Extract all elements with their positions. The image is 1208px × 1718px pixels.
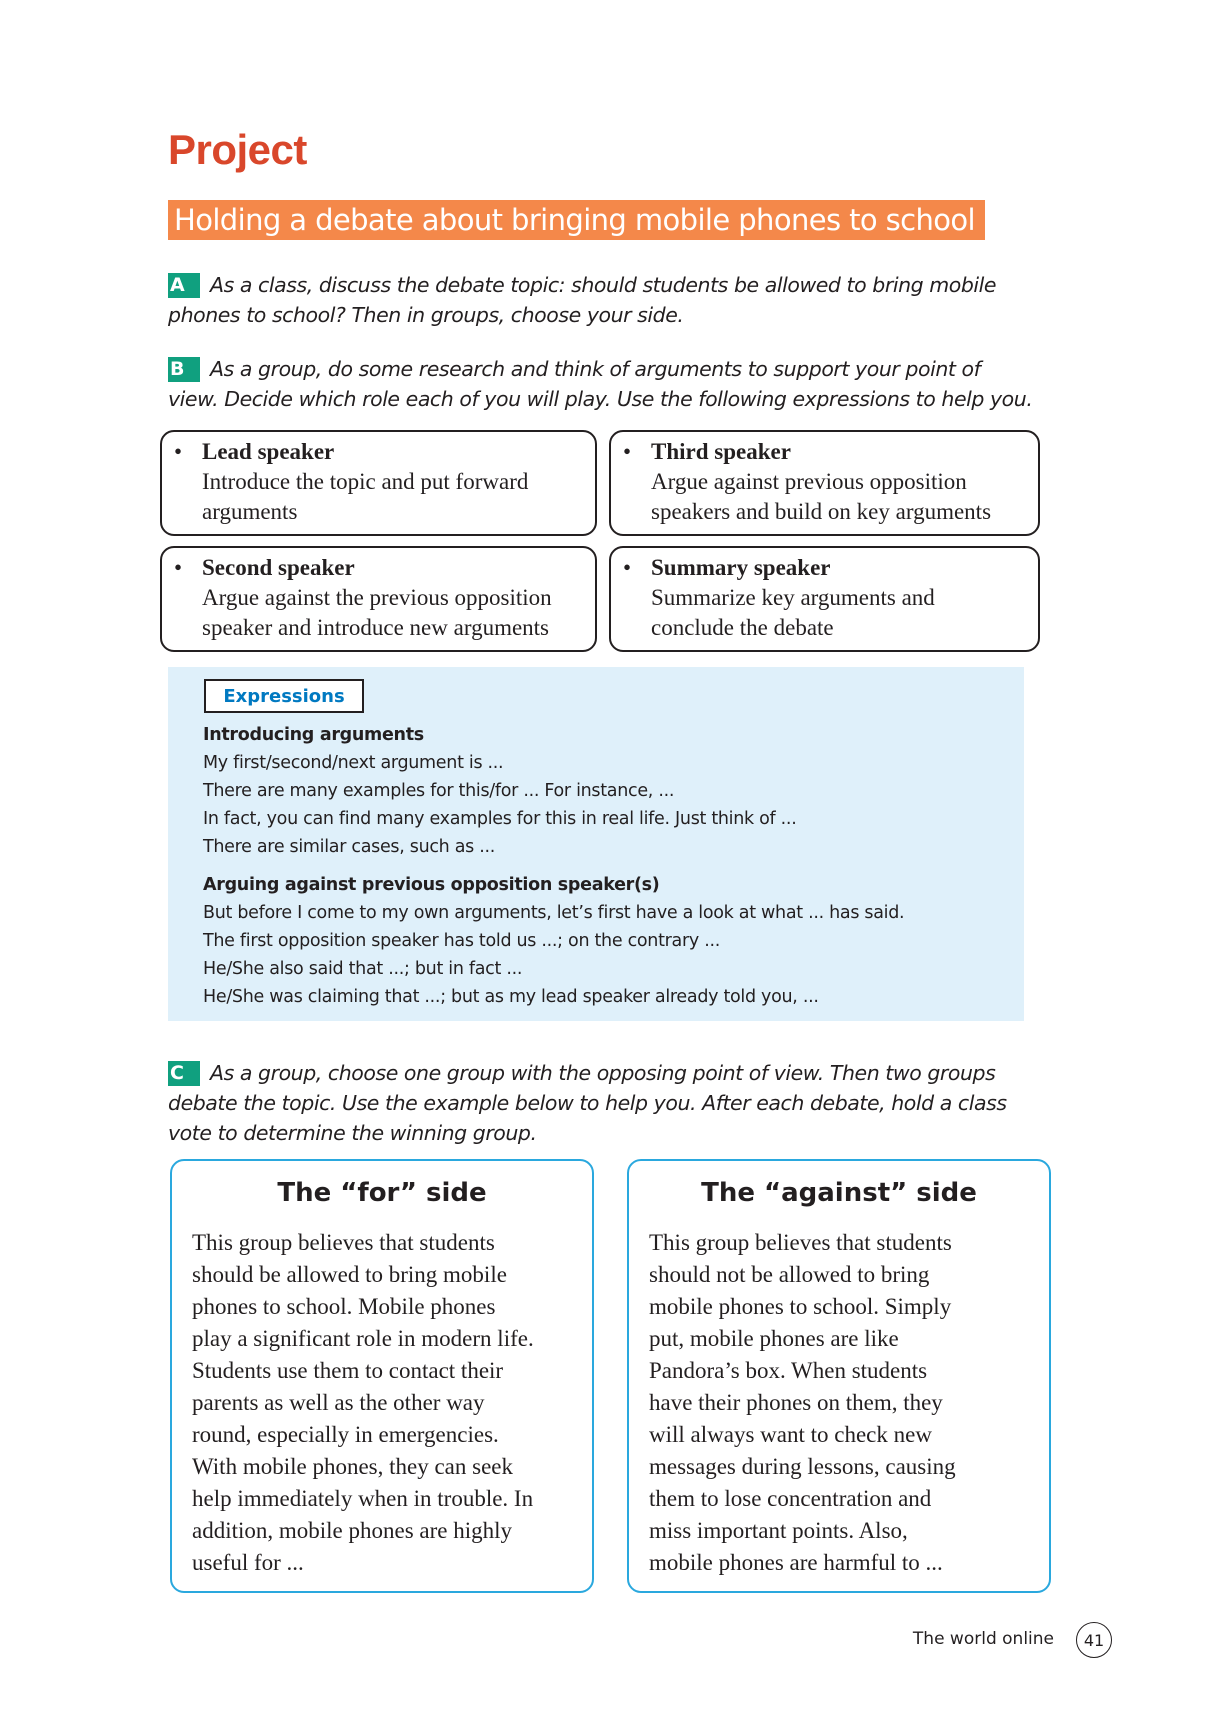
expression-line: There are similar cases, such as ... xyxy=(203,837,496,857)
expression-group-heading: Arguing against previous opposition speaker(s) xyxy=(203,875,660,895)
bullet-icon: • xyxy=(623,439,632,464)
page-footer xyxy=(800,1622,1112,1658)
side-text-line: mobile phones to school. Simply xyxy=(649,1294,952,1319)
role-title: Lead speaker xyxy=(202,439,335,464)
task-a xyxy=(168,270,1036,330)
expressions-panel xyxy=(168,667,1024,1021)
side-text-line: put, mobile phones are like xyxy=(649,1326,899,1351)
side-text-line: have their phones on them, they xyxy=(649,1390,943,1415)
side-text-line: round, especially in emergencies. xyxy=(192,1422,499,1447)
task-letter-badge: C xyxy=(168,1061,200,1086)
side-text-line: phones to school. Mobile phones xyxy=(192,1294,496,1319)
role-card-summary-speaker xyxy=(609,546,1040,652)
role-description-line: Introduce the topic and put forward xyxy=(202,469,529,494)
task-letter-badge: B xyxy=(168,357,200,382)
section-name: The world online xyxy=(912,1629,1054,1649)
side-text-line: parents as well as the other way xyxy=(192,1390,485,1415)
task-b xyxy=(168,354,1036,414)
side-text-line: With mobile phones, they can seek xyxy=(192,1454,513,1479)
side-body xyxy=(649,1227,1039,1579)
task-instruction: As a group, choose one group with the opposing point of view. Then two groups debate the topic. Use the example below to help you. After each debate, hold a class vote to determine the winning group. xyxy=(168,1061,1007,1145)
side-text-line: miss important points. Also, xyxy=(649,1518,908,1543)
expression-group-introducing xyxy=(203,721,796,861)
side-text-line: Students use them to contact their xyxy=(192,1358,504,1383)
bullet-icon: • xyxy=(174,439,183,464)
side-text-line: should be allowed to bring mobile xyxy=(192,1262,507,1287)
side-text-line: useful for ... xyxy=(192,1550,304,1575)
role-description-line: speakers and build on key arguments xyxy=(651,499,992,524)
role-title: Second speaker xyxy=(202,555,355,580)
side-text-line: Pandora’s box. When students xyxy=(649,1358,928,1383)
role-title: Third speaker xyxy=(651,439,791,464)
against-side-card xyxy=(627,1159,1051,1593)
expression-line: He/She was claiming that ...; but as my lead speaker already told you, ... xyxy=(203,987,819,1007)
side-text-line: should not be allowed to bring xyxy=(649,1262,930,1287)
task-letter-badge: A xyxy=(168,273,200,298)
subtitle-banner xyxy=(168,200,985,240)
task-c xyxy=(168,1058,1036,1148)
task-instruction: As a group, do some research and think of arguments to support your point of view. Decide which role each of you will play. Use the following expressions to help you. xyxy=(168,357,1033,411)
page-number: 41 xyxy=(1076,1622,1112,1658)
side-text-line: messages during lessons, causing xyxy=(649,1454,956,1479)
expression-line: My first/second/next argument is ... xyxy=(203,753,504,773)
side-text-line: This group believes that students xyxy=(192,1230,495,1255)
side-heading: The “for” side xyxy=(277,1178,487,1208)
subtitle-text: Holding a debate about bringing mobile phones to school xyxy=(174,203,976,237)
expression-line: In fact, you can find many examples for this in real life. Just think of ... xyxy=(203,809,797,829)
role-card-lead-speaker xyxy=(160,430,597,536)
role-description-line: conclude the debate xyxy=(651,615,834,640)
page-title: Project xyxy=(168,126,307,173)
role-description-line: Summarize key arguments and xyxy=(651,585,935,610)
expression-line: He/She also said that ...; but in fact ... xyxy=(203,959,523,979)
role-card-third-speaker xyxy=(609,430,1040,536)
side-text-line: play a significant role in modern life. xyxy=(192,1326,534,1351)
side-body xyxy=(192,1227,582,1579)
bullet-icon: • xyxy=(623,555,632,580)
expressions-label: Expressions xyxy=(204,679,364,713)
expression-line: There are many examples for this/for ... For instance, ... xyxy=(203,781,675,801)
role-description-line: arguments xyxy=(202,499,298,524)
expression-group-arguing-against xyxy=(203,871,904,1011)
side-text-line: mobile phones are harmful to ... xyxy=(649,1550,943,1575)
expression-group-heading: Introducing arguments xyxy=(203,725,424,745)
side-text-line: will always want to check new xyxy=(649,1422,932,1447)
side-heading: The “against” side xyxy=(701,1178,977,1208)
expression-line: The first opposition speaker has told us ...; on the contrary ... xyxy=(203,931,720,951)
task-instruction: As a class, discuss the debate topic: should students be allowed to bring mobile phones to school? Then in groups, choose your side. xyxy=(168,273,997,327)
role-title: Summary speaker xyxy=(651,555,831,580)
for-side-card xyxy=(170,1159,594,1593)
side-text-line: them to lose concentration and xyxy=(649,1486,932,1511)
role-description-line: speaker and introduce new arguments xyxy=(202,615,550,640)
role-card-second-speaker xyxy=(160,546,597,652)
side-text-line: This group believes that students xyxy=(649,1230,952,1255)
bullet-icon: • xyxy=(174,555,183,580)
expression-line: But before I come to my own arguments, let’s first have a look at what ... has said. xyxy=(203,903,905,923)
role-description-line: Argue against the previous opposition xyxy=(202,585,552,610)
side-text-line: help immediately when in trouble. In xyxy=(192,1486,534,1511)
role-description-line: Argue against previous opposition xyxy=(651,469,967,494)
side-text-line: addition, mobile phones are highly xyxy=(192,1518,513,1543)
